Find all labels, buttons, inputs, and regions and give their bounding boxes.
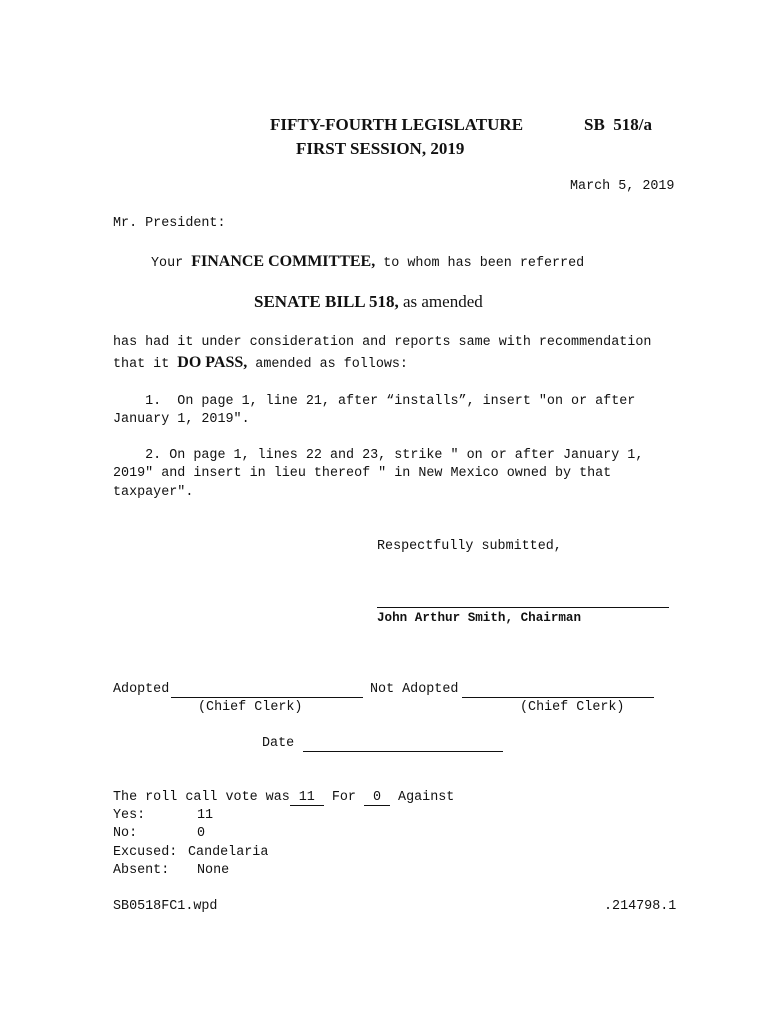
amendment-2-line-2: 2019" and insert in lieu thereof " in New Mexico owned by that xyxy=(113,466,612,481)
date-line xyxy=(303,751,503,752)
not-adopted-chief-clerk: (Chief Clerk) xyxy=(520,700,625,715)
do-pass: DO PASS, xyxy=(177,354,248,371)
referral-text: to whom has been referred xyxy=(383,256,585,271)
not-adopted-line xyxy=(462,697,654,698)
referral-line xyxy=(151,253,584,271)
no-label: No: xyxy=(113,826,138,841)
adopted-chief-clerk: (Chief Clerk) xyxy=(198,700,303,715)
for-count: 11 xyxy=(290,791,324,806)
salutation: Mr. President: xyxy=(113,216,226,231)
excused-label: Excused: xyxy=(113,845,178,860)
roll-call-line xyxy=(113,790,454,806)
no-value: 0 xyxy=(197,826,206,841)
recommendation-rest: amended as follows: xyxy=(255,357,408,372)
committee-name: FINANCE COMMITTEE, xyxy=(191,253,376,270)
chairman-signature: John Arthur Smith, Chairman xyxy=(377,611,582,625)
absent-value: None xyxy=(197,863,230,878)
legislature-heading: FIFTY-FOURTH LEGISLATURE xyxy=(270,115,524,134)
recommendation-that-it: that it xyxy=(113,357,170,372)
absent-label: Absent: xyxy=(113,863,170,878)
bill-number: SB 518/a xyxy=(584,115,653,134)
report-date: March 5, 2019 xyxy=(570,179,675,194)
signature-line xyxy=(377,607,669,608)
adopted-line xyxy=(171,697,363,698)
amendment-2-line-3: taxpayer". xyxy=(113,485,194,500)
recommendation-line-1: has had it under consideration and reports same with recommendation xyxy=(113,335,652,350)
adopted-label: Adopted xyxy=(113,682,170,697)
against-count: 0 xyxy=(364,791,390,806)
session-heading: FIRST SESSION, 2019 xyxy=(296,139,465,158)
recommendation-line-2 xyxy=(113,354,408,372)
bill-title: SENATE BILL 518, xyxy=(254,292,399,311)
bill-suffix: as amended xyxy=(402,292,483,311)
footer-filename: SB0518FC1.wpd xyxy=(113,899,218,914)
amendment-2-line-1: 2. On page 1, lines 22 and 23, strike " on or after January 1, xyxy=(113,448,644,463)
bill-title-line xyxy=(254,292,483,312)
footer-code: .214798.1 xyxy=(604,899,677,914)
closing: Respectfully submitted, xyxy=(377,539,562,554)
not-adopted-label: Not Adopted xyxy=(370,682,459,697)
amendment-1-line-1: 1. On page 1, line 21, after “installs”, insert "on or after xyxy=(113,394,636,409)
roll-call-prefix: The roll call vote was xyxy=(113,790,290,805)
for-label: For xyxy=(331,790,356,805)
excused-value: Candelaria xyxy=(188,845,269,860)
referral-your: Your xyxy=(151,256,184,271)
yes-label: Yes: xyxy=(113,808,146,823)
yes-value: 11 xyxy=(197,808,214,823)
date-label: Date xyxy=(262,736,295,751)
amendment-1-line-2: January 1, 2019". xyxy=(113,412,250,427)
against-label: Against xyxy=(398,790,455,805)
